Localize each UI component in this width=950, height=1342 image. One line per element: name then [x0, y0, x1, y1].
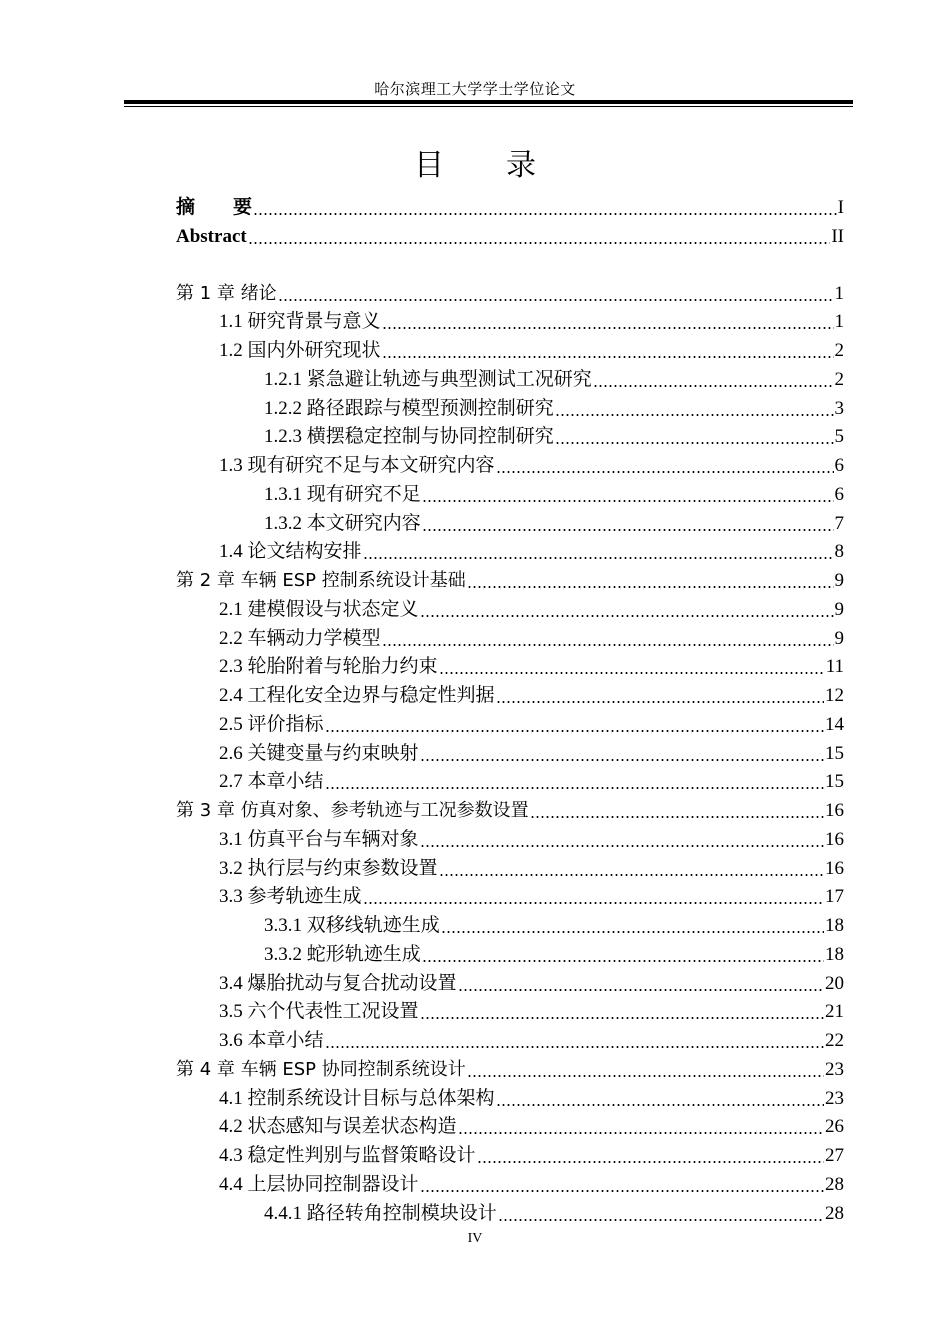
dot-leader — [422, 960, 824, 962]
toc-entry-label: 3.6 本章小结 — [219, 1030, 324, 1051]
toc-entry-label: 3.4 爆胎扰动与复合扰动设置 — [219, 972, 457, 994]
toc-entry[interactable] — [219, 853, 844, 881]
toc-entry-page: 2 — [834, 340, 844, 361]
toc-entry[interactable] — [264, 1198, 844, 1226]
toc-entry-page: 17 — [825, 886, 844, 908]
toc-entry-label: 4.4.1 路径转角控制模块设计 — [264, 1202, 497, 1224]
toc-entry[interactable] — [264, 364, 844, 392]
dot-leader — [530, 816, 824, 818]
toc-entry-label: 3.3.1 双移线轨迹生成 — [264, 915, 440, 936]
toc-entry-page: 5 — [834, 426, 844, 448]
toc-entry-label: 1.2.3 横摆稳定控制与协同控制研究 — [264, 426, 554, 448]
toc-entry[interactable] — [219, 1111, 844, 1139]
toc-entry-page: 14 — [825, 713, 844, 735]
dot-leader — [555, 414, 834, 416]
toc-entry[interactable] — [176, 278, 844, 306]
toc-entry-label: 1.2.2 路径跟踪与模型预测控制研究 — [264, 397, 554, 419]
toc-entry-page: 15 — [825, 742, 844, 764]
dot-leader — [278, 299, 834, 301]
dot-leader — [467, 1075, 824, 1077]
dot-leader — [363, 557, 834, 559]
toc-entry[interactable] — [219, 968, 844, 996]
header-rule-thick — [124, 100, 853, 104]
dot-leader — [458, 989, 824, 991]
dot-leader — [422, 529, 834, 531]
toc-entry-label: 2.1 建模假设与状态定义 — [219, 598, 419, 620]
toc-entry-label: 3.2 执行层与约束参数设置 — [219, 857, 438, 879]
toc-entry[interactable] — [219, 651, 844, 679]
dot-leader — [555, 442, 834, 444]
toc-entry-page: 2 — [834, 368, 844, 390]
dot-leader — [441, 931, 824, 933]
toc-entry[interactable] — [264, 479, 844, 507]
toc-entry[interactable] — [219, 709, 844, 737]
dot-leader — [593, 385, 834, 387]
dot-leader — [498, 1219, 824, 1221]
toc-entry-label: 3.1 仿真平台与车辆对象 — [219, 828, 419, 850]
toc-entry[interactable] — [176, 221, 844, 249]
toc-entry-page: 16 — [825, 800, 844, 821]
toc-entry-label: 4.3 稳定性判别与监督策略设计 — [219, 1145, 476, 1166]
toc-entry[interactable] — [264, 393, 844, 421]
dot-leader — [496, 1104, 824, 1106]
dot-leader — [248, 242, 831, 244]
toc-entry-label: 1.3 现有研究不足与本文研究内容 — [219, 455, 495, 476]
dot-leader — [382, 327, 834, 329]
dot-leader — [420, 1190, 824, 1192]
dot-leader — [458, 1132, 824, 1134]
dot-leader — [422, 500, 834, 502]
toc-entry-page: 26 — [825, 1116, 844, 1138]
dot-leader — [420, 845, 824, 847]
toc-entry-page: 18 — [825, 915, 844, 936]
dot-leader — [477, 1161, 824, 1163]
toc-entry-page: 7 — [834, 512, 844, 534]
toc-entry[interactable] — [264, 508, 844, 536]
toc-entry-label: 2.4 工程化安全边界与稳定性判据 — [219, 685, 495, 706]
toc-entry[interactable] — [176, 192, 844, 220]
toc-entry-page: 15 — [825, 771, 844, 793]
toc-entry-page: 28 — [825, 1202, 844, 1224]
toc-entry[interactable] — [219, 996, 844, 1024]
toc-entry[interactable] — [264, 421, 844, 449]
toc-entry-label: 2.6 关键变量与约束映射 — [219, 742, 419, 764]
dot-leader — [253, 213, 837, 215]
toc-entry[interactable] — [219, 824, 844, 852]
toc-entry[interactable] — [176, 565, 844, 593]
toc-entry[interactable] — [219, 536, 844, 564]
toc-entry[interactable] — [219, 335, 844, 363]
toc-entry[interactable] — [264, 910, 844, 938]
toc-entry-page: 1 — [834, 282, 844, 304]
toc-entry-label: 4.1 控制系统设计目标与总体架构 — [219, 1087, 495, 1109]
toc-entry-page: 23 — [825, 1087, 844, 1109]
header-rule-thin — [124, 106, 853, 107]
toc-entry-page: 8 — [834, 541, 844, 563]
toc-entry[interactable] — [219, 623, 844, 651]
dot-leader — [325, 730, 824, 732]
toc-entry-page: 6 — [834, 483, 844, 505]
toc-entry-label: 摘 要 — [176, 197, 253, 218]
toc-entry-label: 2.5 评价指标 — [219, 713, 324, 735]
dot-leader — [496, 471, 834, 473]
toc-entry-label: 2.3 轮胎附着与轮胎力约束 — [219, 656, 438, 678]
toc-entry[interactable] — [264, 939, 844, 967]
dot-leader — [382, 644, 834, 646]
toc-entry-page: 16 — [825, 828, 844, 850]
toc-entry-label: 3.5 六个代表性工况设置 — [219, 1001, 419, 1023]
toc-entry-label: 1.3.2 本文研究内容 — [264, 512, 421, 534]
toc-entry-page: 3 — [834, 397, 844, 419]
toc-entry-page: 16 — [825, 857, 844, 879]
toc-entry-page: 27 — [825, 1145, 844, 1166]
dot-leader — [363, 902, 824, 904]
dot-leader — [496, 701, 824, 703]
toc-entry-page: 22 — [825, 1030, 844, 1051]
toc-entry-label: 1.2 国内外研究现状 — [219, 340, 381, 361]
toc-entry[interactable] — [219, 1083, 844, 1111]
toc-entry-page: 20 — [825, 972, 844, 994]
toc-entry-label: 1.1 研究背景与意义 — [219, 311, 381, 333]
toc-entry[interactable] — [219, 738, 844, 766]
toc-entry-label: 1.2.1 紧急避让轨迹与典型测试工况研究 — [264, 368, 592, 390]
toc-entry[interactable] — [219, 450, 844, 478]
running-header: 哈尔滨理工大学学士学位论文 — [374, 82, 576, 98]
toc-entry-label: 4.2 状态感知与误差状态构造 — [219, 1116, 457, 1138]
toc-entry-page: 9 — [834, 627, 844, 649]
toc-entry-page: II — [831, 225, 844, 247]
dot-leader — [420, 615, 834, 617]
dot-leader — [420, 1017, 824, 1019]
toc-entry-page: 23 — [825, 1058, 844, 1080]
dot-leader — [467, 586, 834, 588]
dot-leader — [325, 1046, 824, 1048]
dot-leader — [439, 672, 825, 674]
toc-entry-label: 4.4 上层协同控制器设计 — [219, 1173, 419, 1195]
toc-entry-page: 9 — [834, 598, 844, 620]
dot-leader — [325, 787, 824, 789]
toc-entry-page: 21 — [825, 1001, 844, 1023]
toc-entry[interactable] — [219, 1025, 844, 1053]
toc-entry[interactable] — [219, 881, 844, 909]
toc-title: 目录 — [414, 148, 598, 183]
toc-entry-label: 3.3 参考轨迹生成 — [219, 886, 362, 908]
toc-entry-page: 28 — [825, 1173, 844, 1195]
toc-entry-label: 2.2 车辆动力学模型 — [219, 627, 381, 649]
dot-leader — [439, 874, 824, 876]
toc-entry-page: 1 — [834, 311, 844, 333]
toc-entry-page: 11 — [825, 656, 844, 678]
toc-entry-page: 9 — [834, 570, 844, 591]
toc-entry[interactable] — [176, 1054, 844, 1082]
page-number: IV — [467, 1231, 483, 1246]
toc-entry-label: 2.7 本章小结 — [219, 771, 324, 793]
toc-entry[interactable] — [219, 766, 844, 794]
dot-leader — [420, 759, 824, 761]
toc-entry[interactable] — [219, 1140, 844, 1168]
toc-entry-label: 1.4 论文结构安排 — [219, 541, 362, 563]
toc-entry-label: 第 1 章 绪论 — [176, 282, 277, 304]
toc-entry[interactable] — [219, 680, 844, 708]
toc-entry-label: 第 3 章 仿真对象、参考轨迹与工况参数设置 — [176, 800, 529, 821]
toc-entry-page: 12 — [825, 685, 844, 706]
toc-entry-label: 1.3.1 现有研究不足 — [264, 483, 421, 505]
toc-entry[interactable] — [219, 1169, 844, 1197]
toc-entry-page: 18 — [825, 943, 844, 965]
toc-entry-label: 第 4 章 车辆 ESP 协同控制系统设计 — [176, 1058, 466, 1080]
toc-entry[interactable] — [176, 795, 844, 823]
toc-entry-label: 第 2 章 车辆 ESP 控制系统设计基础 — [176, 570, 466, 591]
toc-entry[interactable] — [219, 306, 844, 334]
toc-entry-label: 3.3.2 蛇形轨迹生成 — [264, 943, 421, 965]
toc-entry[interactable] — [219, 594, 844, 622]
dot-leader — [382, 356, 834, 358]
toc-entry-label: Abstract — [176, 225, 247, 247]
toc-entry-page: I — [837, 197, 844, 218]
toc-entry-page: 6 — [834, 455, 844, 476]
